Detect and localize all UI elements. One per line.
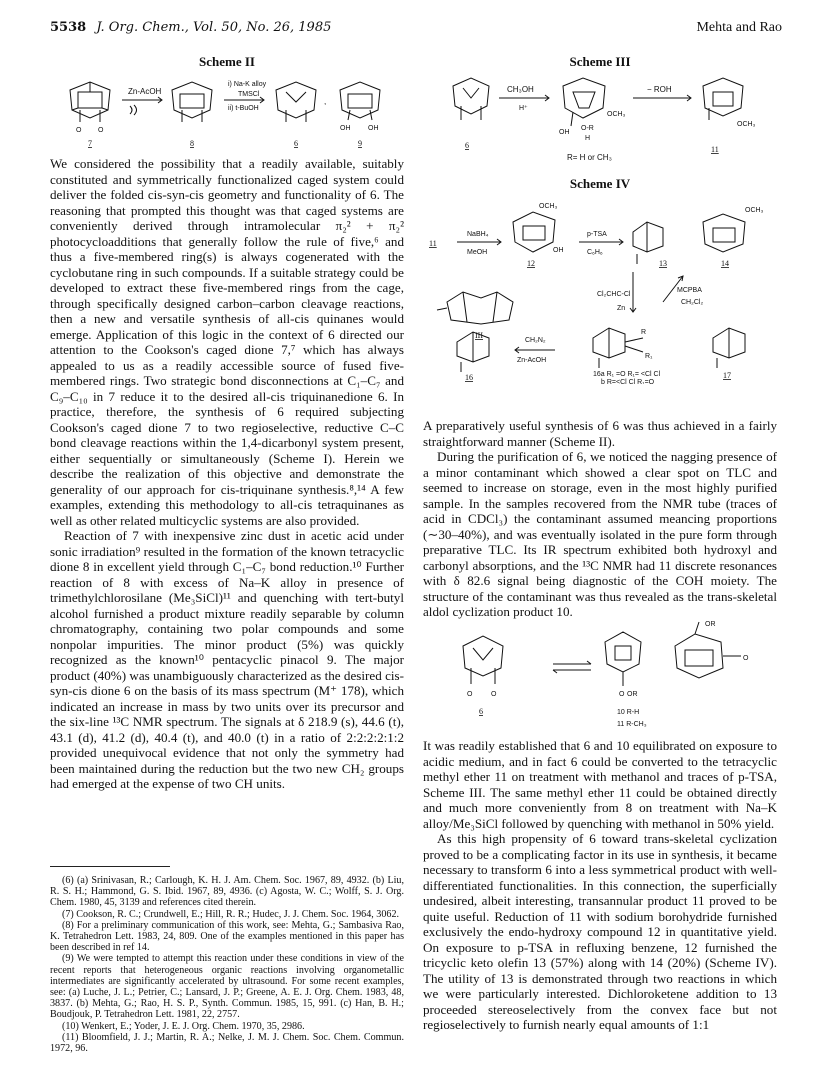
reagent-acid: H⁺ bbox=[519, 105, 528, 112]
r-definition: R= H or CH₃ bbox=[567, 153, 612, 162]
reagent-ch2n2: CH₂N₂ bbox=[525, 337, 546, 344]
reagent-ptsa: p-TSA bbox=[587, 231, 607, 238]
compound-10-label: 10 R-H bbox=[617, 709, 640, 716]
r1-label: R₁ bbox=[645, 353, 653, 360]
paragraph: Reaction of 7 with inexpensive zinc dust in acetic acid under sonic irradiation⁹ resulted in the formation of the known tetracyclic dione 8 in excellent yield through C₁–C₇ bond reduction.¹⁰ Further reaction of 8 with excess of Na–K alloy in presence of trimethylchlorosilane (Me₃SiCl)¹¹ and quenching with tert-butyl alcohol furnished a product mixture readily separable by column chromatography, containing two polar compounds and some nonpolar impurities. The minor product (5%) was quickly recognized as the known¹⁰ pentacyclic pinacol 9. The major product (40%) was unambiguously characterized as the desired cis-syn-cis dione 6 on the basis of its mass spectrum (M⁺ 178), which indicated an increase in mass by two units over its precursor and the six-line ¹³C NMR spectrum. The signals at δ 218.9 (s), 44.6 (t), 43.1 (d), 41.2 (d), 40.4 (t), and 40.0 (t) in a ratio of 2:2:2:2:1:2 provided unequivocal evidence that not only the symmetry had been maintained during the reduction but the two new CH₂ groups had emerged at the expense of two CH units. bbox=[50, 528, 404, 791]
footnote-10: (10) Wenkert, E.; Yoder, J. E. J. Org. Chem. 1970, 35, 2986. bbox=[62, 1020, 305, 1032]
scheme-ii-figure bbox=[50, 70, 404, 150]
paragraph: As this high propensity of 6 toward trans-skeletal cyclization proved to be a complicating factor in its use in synthesis, it became necessary to transform 6 into a less symmetrical product with well-differentiated functionalities. In this connection, the superficially undesired, albeit interesting, transannular product 11 proved to be quite useful. Reduction of 11 with sodium borohydride furnished exclusively the endo-hydroxy compound 12 in quantitative yield. On exposure to p-TSA in refluxing benzene, 12 furnished the tricyclic keto olefin 13 (57%) along with 14 (20%) (Scheme IV). The utility of 13 is demonstrated through two reactions in which we were particularly interested. Dichloroketene addition to 13 proceeded stereoselectively from the convex face but not regioselectively to furnish nearly equal amounts of 1:1 bbox=[423, 831, 777, 1032]
compound-number: 14 bbox=[721, 259, 729, 268]
reagent-ch2cl2: CH₂Cl₂ bbox=[681, 299, 704, 306]
or-label: OR bbox=[705, 621, 716, 628]
paragraph: A preparatively useful synthesis of 6 was thus achieved in a fairly straightforward manner (Scheme II). bbox=[423, 418, 777, 449]
och3-label: OCH₃ bbox=[737, 121, 756, 128]
reagent-methanol: CH₃OH bbox=[507, 85, 534, 94]
och3-label: OCH₃ bbox=[539, 203, 558, 210]
compound-number: 6 bbox=[294, 139, 298, 148]
compound-number: 11 bbox=[711, 145, 719, 154]
compound-number: 11 bbox=[429, 239, 437, 248]
footnote-11: (11) Bloomfield, J. J.; Martin, R. A.; Nelke, J. M. J. Chem. Soc. Chem. Commun. 1972, 96. bbox=[50, 1031, 404, 1055]
footnote-8: (8) For a preliminary communication of this work, see: Mehta, G.; Sambasiva Rao, K. Tetrahedron Lett. 1983, 24, 809. One of the examples mentioned in this paper has been described in ref 14. bbox=[50, 919, 404, 954]
scheme-iii-title: Scheme III bbox=[569, 54, 631, 69]
footnote-divider bbox=[50, 866, 170, 867]
page-number: 5538 bbox=[50, 20, 87, 35]
footnote-7: (7) Cookson, R. C.; Crundwell, E.; Hill, R. R.; Hudec, J. J. Chem. Soc. 1964, 3062. bbox=[62, 908, 400, 920]
reagent-nak: i) Na-K alloy bbox=[228, 81, 267, 88]
oh-label: OH bbox=[368, 125, 379, 132]
carbonyl-o-label: O bbox=[491, 691, 497, 698]
reagent-meoh: MeOH bbox=[467, 249, 488, 256]
footnote-6: (6) (a) Srinivasan, R.; Carlough, K. H. J. Am. Chem. Soc. 1967, 89, 4932. (b) Liu, R. S. H.; Hammond, G. S. Ibid. 1967, 89, 4936. (c) Agosta, W. C.; Wolff, S. J. Org. Chem. 1980, 45, 3139 and references cited therein. bbox=[50, 875, 404, 909]
compound-number: 7 bbox=[88, 139, 92, 148]
scheme-ii-title: Scheme II bbox=[199, 54, 255, 69]
reagent-nabh4: NaBH₄ bbox=[467, 231, 489, 238]
paragraph: We considered the possibility that a readily available, suitably constituted and symmetrically functionalized caged system could deliver the folded cis-syn-cis geometry and functionality of 6. The reasoning that prompted this thought was that caged systems are conveniently derived through intramolecular π₂² + π₂² photocycloadditions that generally follow the rule of five,⁶ and thus a five-membered ring(s) is always cogenerated with the cyclobutane ring in such compounds. If a suitable strategy could be developed to extract these five-membered rings from the cage, through specifically designed carbon–carbon cleavage reactions, then a new and versatile synthesis of all-cis quinanes would emerge. Application of this logic in the context of 6 directed our attention to the Cookson's caged dione 7,⁷ which has always appealed to us as a readily accessible source of fused five-membered rings. Two strategic bond disconnections at C₁–C₇ and C₉–C₁₀ in 7 reduce it to the desired all-cis triquinanedione 6. In practice, therefore, the synthesis of 6 required subjecting Cookson's caged dione 7 to two regioselective, reductive C–C bond cleavage reactions within the 1,4-dicarbonyl system present, either sequentially or simultaneously (Scheme I). Herein we describe the realization of this objective and demonstrate the generality of our approach for cis-triquinane synthesis.⁸,¹⁴ A few examples, extending this methodology to all-cis tetraquinanes as well as other related multicyclic systems are also provided. bbox=[50, 156, 404, 528]
compound-number: 16 bbox=[465, 373, 473, 382]
left-column-body bbox=[50, 156, 404, 792]
or-label: O-R bbox=[581, 125, 594, 132]
r-label: R bbox=[641, 329, 647, 336]
carbonyl-o-label: O bbox=[98, 127, 104, 134]
scheme-iii-figure bbox=[423, 68, 777, 168]
reagent-zn: Zn bbox=[617, 305, 626, 312]
h-label: H bbox=[585, 135, 591, 142]
footnote-9: (9) We were tempted to attempt this reaction under these conditions in view of the recent reports that heterogeneous organic reactions involving organometallic intermediates are significantly accelerated by ultrasound. For some recent examples, see: (a) Luche, J. L.; Petrier, C.; Lansard, J. P.; Greene, A. E. J. Org. Chem. 1983, 48, 3837. (b) Mehta, G.; Rao, H. S. P., Synth. Commun. 1985, 15, 991. (c) Han, B. H.; Boudjouk, P. Tetrahedron Lett. 1981, 22, 2757. bbox=[50, 953, 404, 1021]
reagent-tmscl: TMSCl bbox=[238, 91, 260, 98]
compound-number: 13 bbox=[659, 259, 667, 268]
reagent-minus-roh: − ROH bbox=[647, 85, 672, 94]
running-header-authors: Mehta and Rao bbox=[696, 20, 782, 35]
reagent-dichloroacetyl: Cl₂CHC-Cl bbox=[597, 291, 631, 298]
compound-number: 6 bbox=[465, 141, 469, 150]
reagent-mcpba: MCPBA bbox=[677, 287, 702, 294]
right-column-body-top bbox=[423, 418, 777, 620]
carbonyl-o-label: O bbox=[743, 655, 749, 662]
journal-citation: J. Org. Chem., Vol. 50, No. 26, 1985 bbox=[96, 20, 332, 35]
compound-16b-label: b R=<Cl Cl R₁=O bbox=[601, 379, 655, 384]
compound-number: 8 bbox=[190, 139, 194, 148]
plus-sign: , bbox=[324, 97, 327, 106]
right-column-body-bottom bbox=[423, 738, 777, 1033]
paragraph: During the purification of 6, we noticed the nagging presence of a minor contaminant which showed a clear spot on TLC and seemed to increase on storage, even in the most highly purified sample. In the samples recovered from the NMR tube (traces of acid in CDCl₃) the contaminant assumed meancing proportions (∼30–40%), and was eventually isolated in the pure form through preparative TLC. Its IR spectrum exhibited both hydroxyl and carbonyl absorptions, and the ¹³C NMR had 11 discrete resonances with δ 82.6 signal being diagnostic of the COH moiety. The structure of the contaminant was thus revealed as the trans-skeletal aldol cyclization product 10. bbox=[423, 449, 777, 619]
footnotes bbox=[50, 875, 404, 1054]
compound-number: 9 bbox=[358, 139, 362, 148]
och3-label: OCH₃ bbox=[607, 111, 626, 118]
compound-number: 12 bbox=[527, 259, 535, 268]
paragraph: It was readily established that 6 and 10 equilibrated on exposure to acidic medium, and in fact 6 could be converted to the tetracyclic methyl ether 11 on treatment with methanol and traces of p-TSA, Scheme III. The same methyl ether 11 could be obtained directly and much more conveniently from 8 on treatment with Na–K alloy/Me₃SiCl followed by quenching with methanol in 50% yield. bbox=[423, 738, 777, 831]
oh-label: OH bbox=[340, 125, 351, 132]
oh-label: OH bbox=[553, 247, 564, 254]
compound-number: III bbox=[475, 331, 483, 340]
reagent-zn-acoh: Zn-AcOH bbox=[517, 357, 547, 364]
compound-11-label: 11 R-CH₃ bbox=[617, 721, 647, 728]
running-header bbox=[50, 20, 331, 35]
carbonyl-o-label: O bbox=[467, 691, 473, 698]
equilibrium-scheme-figure bbox=[423, 616, 777, 732]
compound-number: 17 bbox=[723, 371, 731, 380]
scheme-iv-title: Scheme IV bbox=[569, 176, 631, 191]
or-label: OR bbox=[627, 691, 638, 698]
reagent-tbuoh: ii) t-BuOH bbox=[228, 105, 259, 112]
reagent-c6h6: C₆H₆ bbox=[587, 249, 603, 256]
och3-label: OCH₃ bbox=[745, 207, 764, 214]
carbonyl-o-label: O bbox=[76, 127, 82, 134]
compound-16a-label: 16a R₁ =O R₁= <Cl Cl bbox=[593, 371, 661, 378]
carbonyl-o-label: O bbox=[619, 691, 625, 698]
reagent-zn-acoh: Zn-AcOH bbox=[128, 87, 162, 96]
compound-number: 6 bbox=[479, 707, 483, 716]
oh-label: OH bbox=[559, 129, 570, 136]
scheme-iv-figure bbox=[423, 192, 777, 384]
